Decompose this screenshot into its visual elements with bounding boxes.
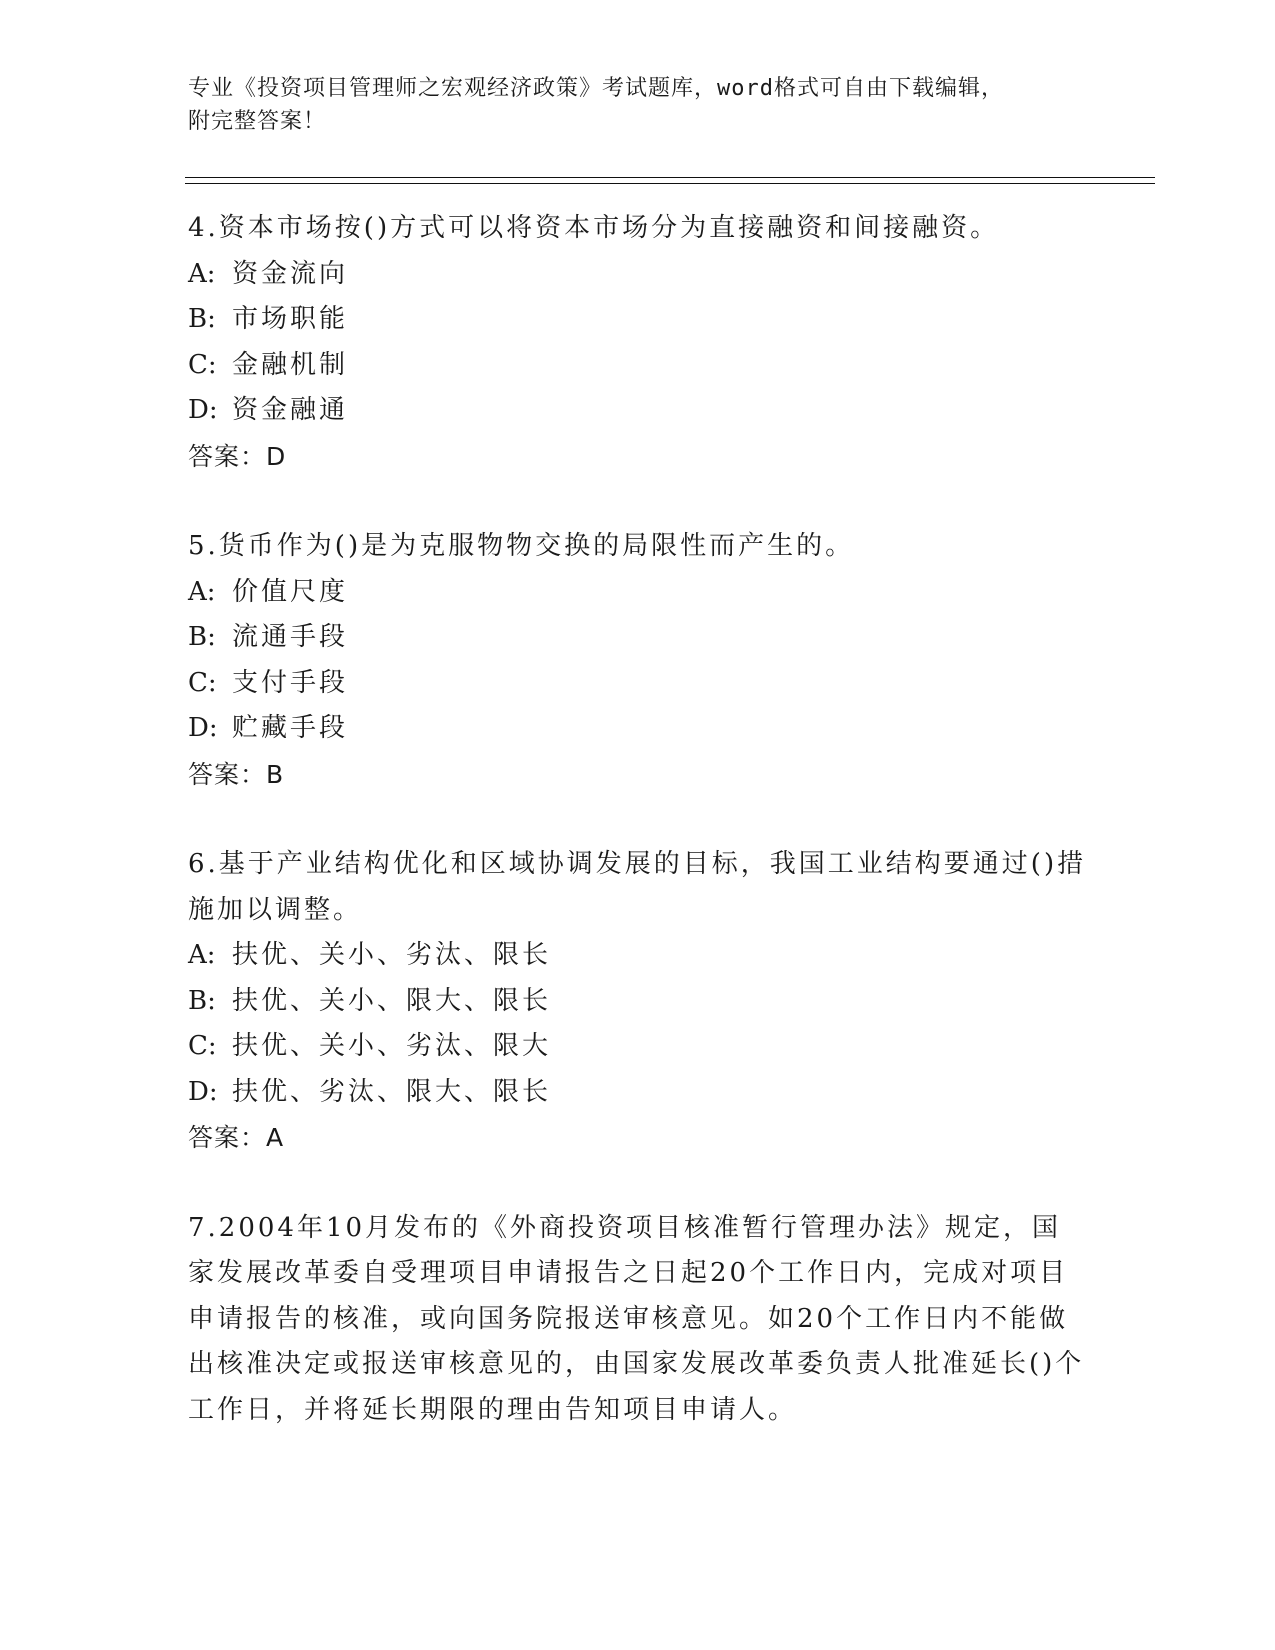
- option-letter: C:: [188, 1031, 217, 1061]
- option-letter: C:: [188, 349, 217, 380]
- option-c: [188, 1024, 1088, 1070]
- option-b: [188, 297, 1088, 343]
- option-letter: C:: [188, 667, 217, 698]
- option-text: 市场职能: [232, 304, 349, 334]
- header-rule-top: [185, 177, 1155, 178]
- option-a: [188, 252, 1088, 298]
- option-letter: D:: [188, 1076, 218, 1107]
- question-stem: 5.货币作为()是为克服物物交换的局限性而产生的。: [188, 531, 855, 561]
- question-6: [188, 842, 1088, 1161]
- option-text: 支付手段: [232, 667, 349, 698]
- option-text: 资金流向: [232, 258, 349, 289]
- answer-line: 答案：B: [188, 759, 285, 789]
- option-letter: B:: [188, 622, 216, 652]
- question-stem: 4.资本市场按()方式可以将资本市场分为直接融资和间接融资。: [188, 213, 1000, 243]
- option-text: 金融机制: [232, 349, 349, 380]
- option-text: 贮藏手段: [232, 713, 349, 743]
- option-text: 资金融通: [232, 395, 349, 425]
- question-5: [188, 524, 1088, 797]
- option-b: [188, 615, 1088, 661]
- option-text: 扶优、关小、劣汰、限长: [232, 940, 552, 970]
- option-a: [188, 570, 1088, 616]
- option-letter: A:: [188, 258, 216, 289]
- header-line-2: 附完整答案！: [188, 109, 327, 134]
- option-c: [188, 661, 1088, 707]
- option-c: [188, 343, 1088, 389]
- option-letter: A:: [188, 940, 216, 970]
- document-header: [188, 72, 1088, 138]
- answer-line: 答案：A: [188, 1123, 285, 1152]
- option-d: [188, 388, 1088, 434]
- option-letter: B:: [188, 985, 216, 1016]
- question-7: [188, 1206, 1088, 1434]
- header-line-1: 专业《投资项目管理师之宏观经济政策》考试题库，word格式可自由下载编辑，: [188, 76, 1004, 101]
- option-letter: A:: [188, 576, 216, 607]
- option-d: [188, 1070, 1088, 1116]
- option-d: [188, 706, 1088, 752]
- option-text: 扶优、关小、限大、限长: [232, 985, 552, 1016]
- question-stem: 7.2004年10月发布的《外商投资项目核准暂行管理办法》规定，国家发展改革委自受理项目申请报告之日起20个工作日内，完成对项目申请报告的核准，或向国务院报送审核意见。如20个工作日内不能做出核准决定或报送审核意见的，由国家发展改革委负责人批准延长()个工作日，并将延长期限的理由告知项目申请人。: [188, 1212, 1085, 1425]
- answer-line: 答案：D: [188, 441, 287, 471]
- option-text: 价值尺度: [232, 576, 349, 607]
- option-a: [188, 933, 1088, 979]
- question-stem: 6.基于产业结构优化和区域协调发展的目标，我国工业结构要通过()措施加以调整。: [188, 849, 1087, 925]
- question-4: [188, 206, 1088, 479]
- header-rule-bottom: [185, 183, 1155, 184]
- option-text: 扶优、关小、劣汰、限大: [232, 1031, 552, 1061]
- option-letter: B:: [188, 304, 216, 334]
- question-list: [188, 206, 1088, 1433]
- option-text: 扶优、劣汰、限大、限长: [232, 1076, 552, 1107]
- option-letter: D:: [188, 713, 218, 743]
- option-b: [188, 979, 1088, 1025]
- option-letter: D:: [188, 395, 218, 425]
- option-text: 流通手段: [232, 622, 349, 652]
